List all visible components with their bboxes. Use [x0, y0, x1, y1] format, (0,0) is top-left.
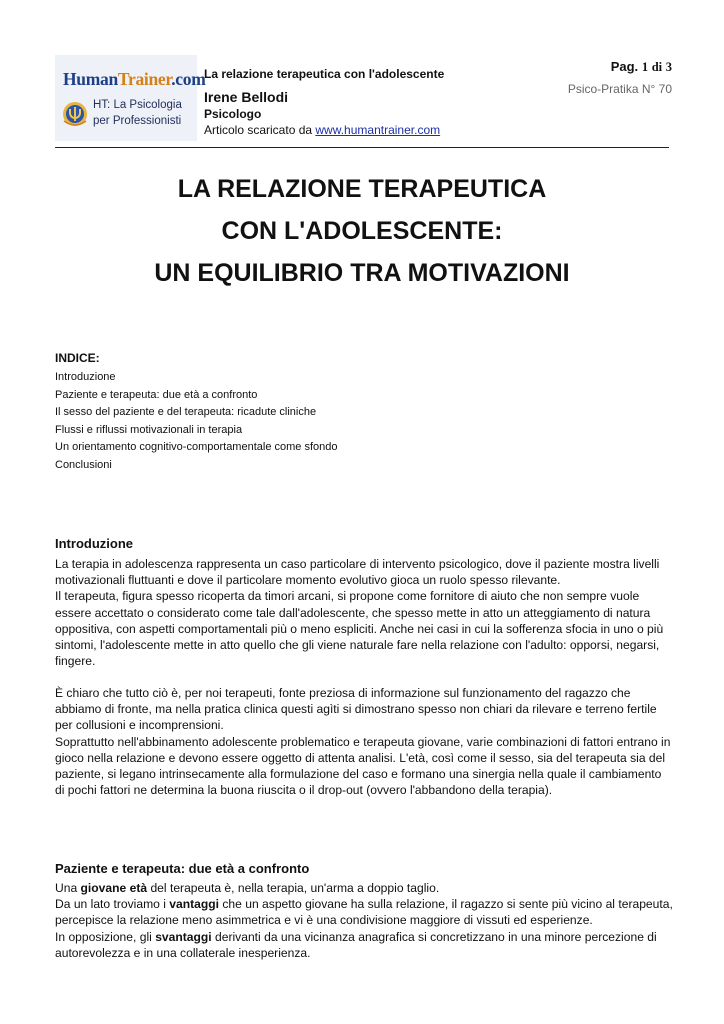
- website-link[interactable]: www.humantrainer.com: [315, 123, 441, 137]
- logo-tagline: HT: La Psicologia per Professionisti: [93, 99, 182, 127]
- index-list: [55, 369, 337, 475]
- index-item: Conclusioni: [55, 458, 112, 471]
- article-title: LA RELAZIONE TERAPEUTICA CON L'ADOLESCENTE: UN EQUILIBRIO TRA MOTIVAZIONI: [154, 175, 570, 287]
- humantrainer-logo: [55, 55, 206, 141]
- paragraph: Da un lato troviamo i vantaggi che un aspetto giovane ha sulla relazione, il ragazzo si sente più vicino al terapeuta, percepisce la relazione meno asimmetrica e vi è una condivisione maggiore di vissuti ed esperienze.: [55, 897, 673, 928]
- index-item: Il sesso del paziente e del terapeuta: ricadute cliniche: [55, 406, 317, 419]
- paragraph: Una giovane età del terapeuta è, nella terapia, un'arma a doppio taglio.: [55, 881, 440, 895]
- header-divider: [55, 147, 669, 148]
- intro-paragraph-block-1: [55, 556, 673, 669]
- section2-paragraphs: [55, 880, 673, 961]
- author-role: Psicologo: [204, 107, 262, 121]
- author-name: Irene Bellodi: [204, 89, 289, 105]
- section-heading-eta: Paziente e terapeuta: due età a confronto: [55, 861, 310, 876]
- intro-paragraph-block-2: [55, 685, 673, 798]
- series-label: Psico-Pratika N° 70: [567, 82, 672, 96]
- paragraph: In opposizione, gli svantaggi derivanti da una vicinanza anagrafica si concretizzano in una minore percezione di autorevolezza e in una collaterale inesperienza.: [55, 929, 657, 960]
- paragraph: È chiaro che tutto ciò è, per noi terapeuti, fonte preziosa di informazione sul funzionamento del ragazzo che abbiamo di fronte, ma nella pratica clinica questi agìti si dimostrano spesso non chiari da rilevare e terreno fertile per collusioni e incomprensioni.: [55, 686, 657, 733]
- logo-wordmark: HumanTrainer.com: [63, 69, 206, 89]
- section-heading-introduzione: Introduzione: [55, 536, 133, 551]
- document-running-title: La relazione terapeutica con l'adolescente: [204, 67, 445, 81]
- paragraph: Il terapeuta, figura spesso ricoperta da timori arcani, si propone come fornitore di aiuto che non sempre vuole essere accettato o considerato come tale dall'adolescente, che spesso mette in atto un atteggiamento di natura oppositiva, con aspetti comportamentali più o meno espliciti. Anche nei casi in cui la sofferenza sfocia in uno o più sintomi, l'adolescente mette in atto quello che gli viene naturale fare nella relazione con l'adulto: opporsi, negarsi, fingere.: [55, 589, 664, 669]
- page-number: Pag. 1 di 3: [610, 59, 672, 74]
- index-item: Un orientamento cognitivo-comportamentale come sfondo: [55, 441, 338, 454]
- psi-emblem-icon: [61, 99, 89, 129]
- paragraph: La terapia in adolescenza rappresenta un caso particolare di intervento psicologico, dove il paziente mostra livelli motivazionali fluttuanti e dove il particolare momento evolutivo gioca un ruolo spesso rilevante.: [55, 557, 660, 588]
- index-item: Introduzione: [55, 371, 116, 383]
- paragraph: Soprattutto nell'abbinamento adolescente problematico e terapeuta giovane, varie combinazioni di fattori entrano in gioco nella relazione e devono essere oggetto di attenta analisi. L'età, così come il sesso, sia del terapeuta sia del paziente, si legano intrinsecamente alla formulazione del caso e formano una sinergia nella quale il cambiamento di pochi fattori ne determina la buona riuscita o il drop-out (ovvero l'abbandono della terapia).: [55, 734, 671, 798]
- download-note: Articolo scaricato da www.humantrainer.com: [204, 123, 441, 137]
- index-item: Paziente e terapeuta: due età a confronto: [55, 388, 258, 401]
- index-item: Flussi e riflussi motivazionali in terapia: [55, 423, 243, 436]
- index-heading: INDICE:: [55, 351, 100, 365]
